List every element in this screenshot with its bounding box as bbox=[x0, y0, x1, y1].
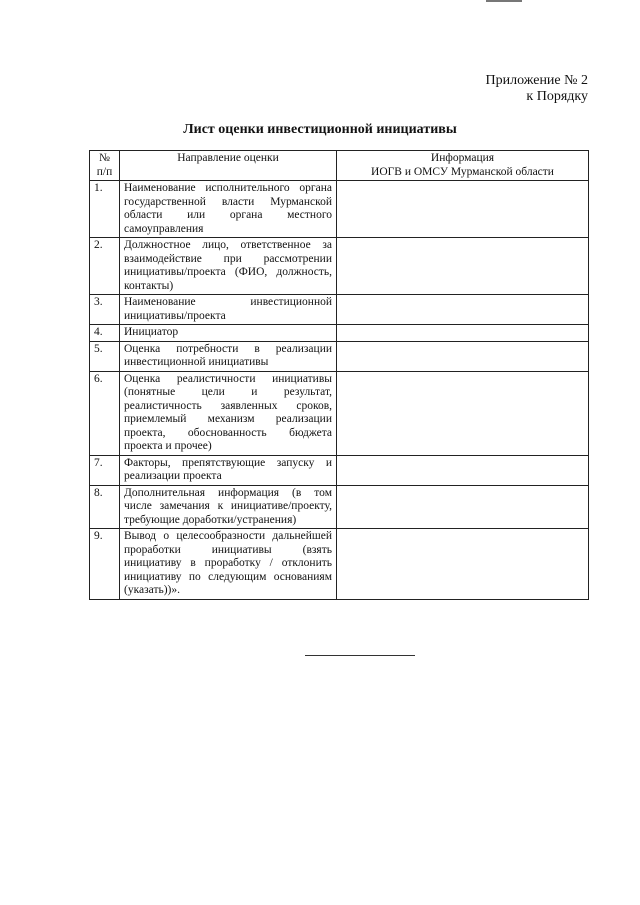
table-row bbox=[90, 295, 589, 325]
row-info-cell[interactable] bbox=[337, 181, 589, 238]
row-criterion: Наименование исполнительного органа государственной власти Мурманской области или органа местного самоуправления bbox=[120, 181, 337, 238]
row-number: 8. bbox=[90, 485, 120, 529]
row-number: 4. bbox=[90, 325, 120, 342]
appendix-reference bbox=[486, 73, 589, 105]
row-number: 2. bbox=[90, 238, 120, 295]
row-criterion: Дополнительная информация (в том числе замечания к инициативе/проекту, требующие доработки/устранения) bbox=[120, 485, 337, 529]
table-row bbox=[90, 529, 589, 600]
table-body bbox=[90, 181, 589, 600]
row-number: 9. bbox=[90, 529, 120, 600]
row-info-cell[interactable] bbox=[337, 485, 589, 529]
row-info-cell[interactable] bbox=[337, 529, 589, 600]
table-header-row bbox=[90, 151, 589, 181]
table-row bbox=[90, 238, 589, 295]
row-criterion: Факторы, препятствующие запуску и реализации проекта bbox=[120, 455, 337, 485]
row-criterion: Инициатор bbox=[120, 325, 337, 342]
footer-separator-line bbox=[305, 655, 415, 656]
row-number: 6. bbox=[90, 371, 120, 455]
header-direction: Направление оценки bbox=[120, 151, 337, 181]
row-info-cell[interactable] bbox=[337, 341, 589, 371]
row-criterion: Должностное лицо, ответственное за взаимодействие при рассмотрении инициативы/проекта (ФИО, должность, контакты) bbox=[120, 238, 337, 295]
header-num: № п/п bbox=[90, 151, 120, 181]
row-number: 5. bbox=[90, 341, 120, 371]
table-row bbox=[90, 371, 589, 455]
header-info-title: Информация bbox=[430, 152, 495, 164]
row-info-cell[interactable] bbox=[337, 455, 589, 485]
header-info bbox=[337, 151, 589, 181]
top-edge-mark bbox=[486, 0, 522, 2]
header-info-subtitle: ИОГВ и ОМСУ Мурманской области bbox=[371, 165, 554, 178]
row-number: 1. bbox=[90, 181, 120, 238]
table-row bbox=[90, 485, 589, 529]
evaluation-table bbox=[89, 150, 589, 600]
row-info-cell[interactable] bbox=[337, 325, 589, 342]
table-row bbox=[90, 181, 589, 238]
appendix-number: Приложение № 2 bbox=[485, 73, 588, 88]
document-title: Лист оценки инвестиционной инициативы bbox=[183, 122, 457, 137]
row-info-cell[interactable] bbox=[337, 371, 589, 455]
appendix-order: к Порядку bbox=[526, 89, 588, 104]
row-number: 7. bbox=[90, 455, 120, 485]
row-info-cell[interactable] bbox=[337, 295, 589, 325]
table-row bbox=[90, 341, 589, 371]
row-criterion: Оценка реалистичности инициативы (понятные цели и результат, реалистичность заявленных сроков, приемлемый механизм реализации проекта, обоснованность бюджета проекта и прочее) bbox=[120, 371, 337, 455]
table-row bbox=[90, 325, 589, 342]
row-criterion: Вывод о целесообразности дальнейшей проработки инициативы (взять инициативу в проработку / отклонить инициативу по следующим основаниям (указать))». bbox=[120, 529, 337, 600]
table-row bbox=[90, 455, 589, 485]
row-number: 3. bbox=[90, 295, 120, 325]
row-criterion: Наименование инвестиционной инициативы/проекта bbox=[120, 295, 337, 325]
row-info-cell[interactable] bbox=[337, 238, 589, 295]
row-criterion: Оценка потребности в реализации инвестиционной инициативы bbox=[120, 341, 337, 371]
